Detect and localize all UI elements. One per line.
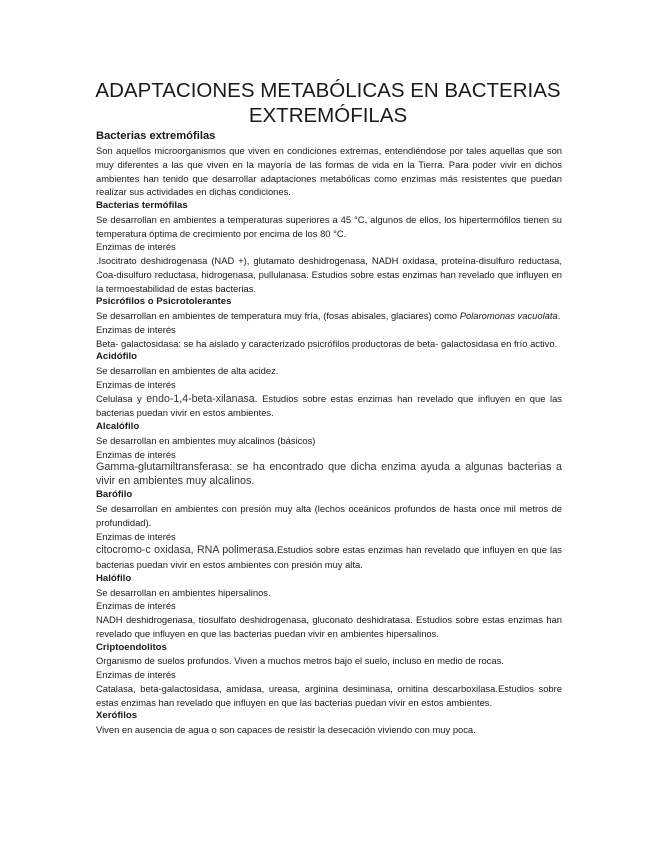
- section-heading-termofilas: Bacterias termófilas: [96, 200, 188, 211]
- alcalofilo-enzimas: Gamma-glutamiltransferasa: se ha encontrado que dicha enzima ayuda a algunas bacterias a vivir en ambientes muy alcalinos.: [96, 461, 562, 487]
- section-heading-criptoendolitos: Criptoendolitos: [96, 641, 167, 653]
- barofilo-enzimas: citocromo-c oxidasa, RNA polimerasa.Estudios sobre estas enzimas han revelado que influyen en que las bacterias puedan vivir en estos ambientes con presión muy alta.: [96, 544, 562, 570]
- enzimas-label: Enzimas de interés: [96, 600, 176, 612]
- enzimas-label: Enzimas de interés: [96, 378, 176, 390]
- alcalofilo-description: Se desarrollan en ambientes muy alcalinos (básicos): [96, 434, 316, 446]
- criptoendolitos-description: Organismo de suelos profundos. Viven a muchos metros bajo el suelo, incluso en medio de rocas.: [96, 655, 504, 667]
- halofilo-enzimas: NADH deshidrogenasa, tiosulfato deshidrogenasa, gluconato deshidratasa. Estudios sobre estas enzimas han revelado que influyen en que las bacterias puedan vivir en ambientes hipersalinos.: [96, 614, 562, 639]
- xerofilos-description: Viven en ausencia de agua o son capaces de resistir la desecación viviendo con muy poca.: [96, 724, 476, 735]
- psicrofilos-enzimas: Beta- galactosidasa: se ha aislado y caracterizado psicrófilos productoras de beta- galactosidasa en frío activo.: [96, 337, 558, 349]
- enzimas-label: Enzimas de interés: [96, 241, 176, 253]
- section-heading-xerofilos: Xerófilos: [96, 710, 138, 722]
- enzimas-label: Enzimas de interés: [96, 323, 176, 335]
- section-heading-alcalofilo: Alcalófilo: [96, 421, 140, 432]
- barofilo-description: Se desarrollan en ambientes con presión muy alta (lechos oceánicos profundos de hasta once mil metros de profundidad).: [96, 503, 562, 528]
- termofilas-description: Se desarrollan en ambientes a temperaturas superiores a 45 °C, algunos de ellos, los hipertermófilos tienen su temperatura óptima de crecimiento por encima de los 80 °C.: [96, 213, 562, 239]
- psicrofilos-description: Se desarrollan en ambientes de temperatura muy fría, (fosas abisales, glaciares) como Polaromonas vacuolata.: [96, 310, 561, 321]
- title-line-1: ADAPTACIONES METABÓLICAS EN BACTERIAS: [95, 79, 561, 102]
- section-heading-psicrofilos: Psicrófilos o Psicrotolerantes: [96, 296, 232, 308]
- section-heading-acidofilo: Acidófilo: [96, 351, 138, 363]
- enzimas-label: Enzimas de interés: [96, 530, 176, 542]
- halofilo-description: Se desarrollan en ambientes hipersalinos.: [96, 586, 271, 598]
- intro-paragraph: Son aquellos microorganismos que viven en condiciones extremas, entendiéndose por tales aquellas que son muy diferentes a las que viven en la mayoría de las formas de vida en la Tierra. Para poder vivir en dichos ambientes han tenido que desarrollar adaptaciones metabólicas como enzimas más resistentes que puedan realizar sus actividades en dichas condiciones.: [96, 145, 562, 198]
- termofilas-enzimas: .Isocitrato deshidrogenasa (NAD +), glutamato deshidrogenasa, NADH oxidasa, proteína-disulfuro reductasa, Coa-disulfuro reductasa, hidrogenasa, pullulanasa. Estudios sobre estas enzimas han revelado que influyen en la termoestabilidad de estas bacterias.: [96, 255, 562, 294]
- acidofilo-description: Se desarrollan en ambientes de alta acidez.: [96, 365, 279, 376]
- section-heading-barofilo: Barófilo: [96, 489, 133, 501]
- document-body: [96, 129, 562, 737]
- enzimas-label: Enzimas de interés: [96, 448, 176, 460]
- section-heading-extremofilas: Bacterias extremófilas: [96, 130, 216, 142]
- species-name: Polaromonas vacuolata: [459, 310, 558, 321]
- acidofilo-enzimas: Celulasa y endo-1,4-beta-xilanasa. Estudios sobre estas enzimas han revelado que influyen en que las bacterias puedan vivir en estos ambientes.: [96, 392, 562, 419]
- enzimas-label: Enzimas de interés: [96, 669, 176, 680]
- document-title: [60, 78, 596, 128]
- section-heading-halofilo: Halófilo: [96, 572, 132, 584]
- title-line-2: EXTREMÓFILAS: [248, 104, 408, 127]
- criptoendolitos-enzimas: Catalasa, beta-galactosidasa, amidasa, ureasa, arginina desiminasa, ornitina descarboxilasa.Estudios sobre estas enzimas han revelado que influyen en que las bacterias puedan vivir en estos ambientes.: [96, 682, 562, 708]
